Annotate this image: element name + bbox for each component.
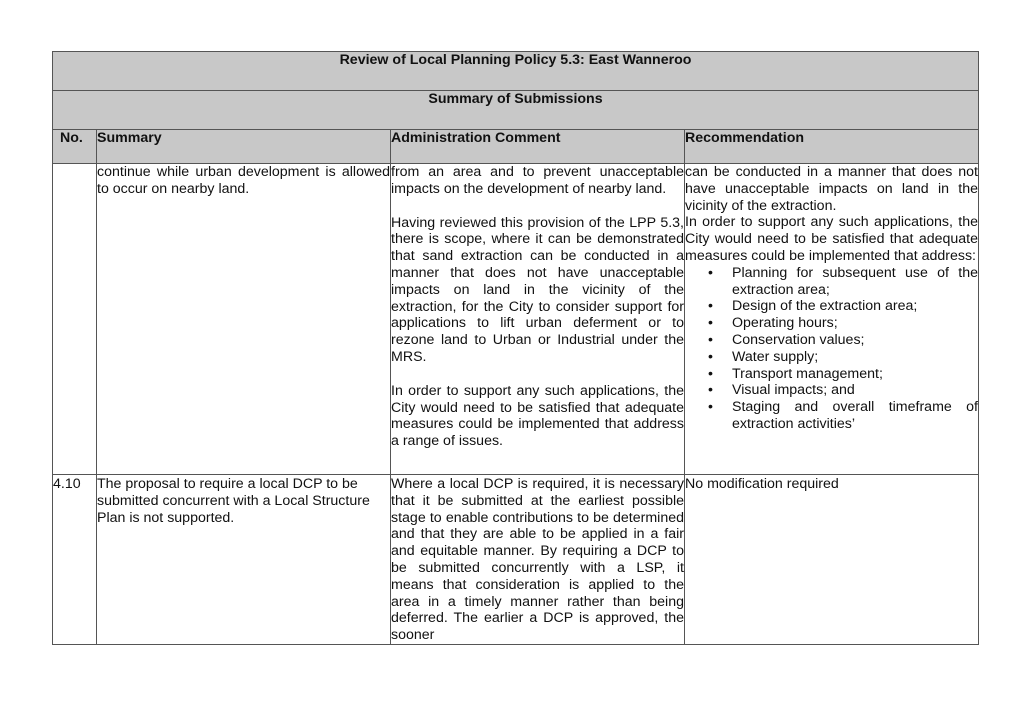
comment-paragraph: from an area and to prevent unacceptable impacts on the development of nearby land. xyxy=(391,164,684,197)
row-administration-comment xyxy=(391,475,685,645)
list-item: • Conservation values; xyxy=(732,332,978,349)
row-summary xyxy=(97,164,391,475)
recommendation-paragraph: No modification required xyxy=(685,476,839,492)
document-subtitle: Summary of Submissions xyxy=(53,91,979,130)
column-header-no: No. xyxy=(53,130,97,164)
submissions-table xyxy=(52,51,979,645)
comment-paragraph: Where a local DCP is required, it is necessary that it be submitted at the earliest possible stage to enable contributions to be determined and that they are able to be applied in a fair and equitable manner. By requiring a DCP to be submitted concurrently with a LSP, it means that consideration is applied to the area in a timely manner rather than being deferred. The earlier a DCP is approved, the sooner xyxy=(391,476,684,644)
document-title: Review of Local Planning Policy 5.3: East Wanneroo xyxy=(53,52,979,91)
list-item: • Planning for subsequent use of the extraction area; xyxy=(732,265,978,299)
row-number: 4.10 xyxy=(53,475,97,645)
column-header-summary: Summary xyxy=(97,130,391,164)
recommendation-paragraph: can be conducted in a manner that does not have unacceptable impacts on land in the vicinity of the extraction. xyxy=(685,164,978,214)
table-row xyxy=(53,475,979,645)
row-recommendation xyxy=(685,164,979,475)
row-administration-comment xyxy=(391,164,685,475)
column-header-administration-comment: Administration Comment xyxy=(391,130,685,164)
list-item: • Staging and overall timeframe of extraction activities’ xyxy=(732,399,978,433)
row-summary xyxy=(97,475,391,645)
list-item: • Water supply; xyxy=(732,349,978,366)
summary-text: continue while urban development is allowed to occur on nearby land. xyxy=(97,164,390,197)
comment-paragraph: In order to support any such applications, the City would need to be satisfied that adequate measures could be implemented that address a range of issues. xyxy=(391,382,684,450)
list-item: • Transport management; xyxy=(732,366,978,383)
recommendation-bullet-list xyxy=(685,265,978,433)
list-item: • Design of the extraction area; xyxy=(732,298,978,315)
list-item: • Visual impacts; and xyxy=(732,382,978,399)
row-recommendation xyxy=(685,475,979,645)
summary-text: The proposal to require a local DCP to be submitted concurrent with a Local Structure Plan is not supported. xyxy=(97,476,370,526)
comment-paragraph: Having reviewed this provision of the LPP 5.3, there is scope, where it can be demonstrated that sand extraction can be conducted in a manner that does not have unacceptable impacts on land in the vicinity of the extraction, for the City to consider support for applications to lift urban deferment or to rezone land to Urban or Industrial under the MRS. xyxy=(391,214,684,365)
recommendation-paragraph: In order to support any such applications, the City would need to be satisfied that adequate measures could be implemented that address: xyxy=(685,214,978,264)
row-number xyxy=(53,164,97,475)
table-row xyxy=(53,164,979,475)
list-item: • Operating hours; xyxy=(732,315,978,332)
column-header-recommendation: Recommendation xyxy=(685,130,979,164)
